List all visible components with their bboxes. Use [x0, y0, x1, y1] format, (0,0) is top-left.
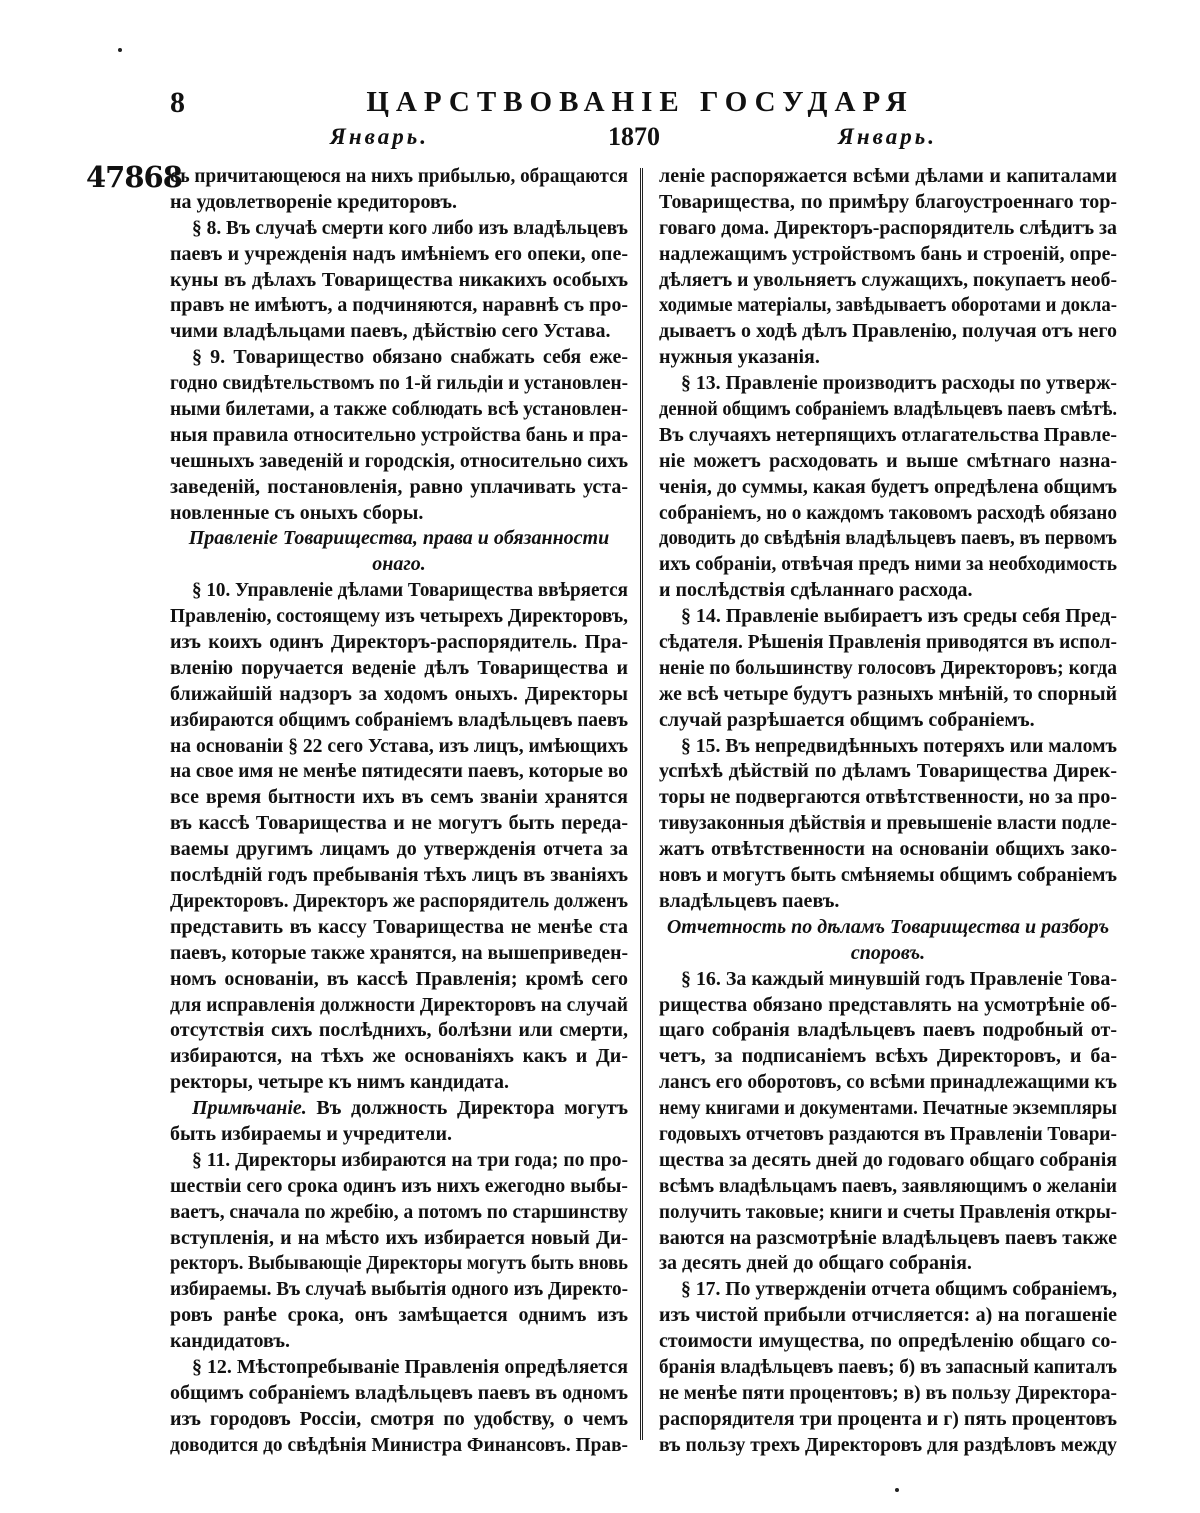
text-line [659, 708, 1117, 734]
line-text: годовыхъ отчетовъ раздаются въ Правленіи Товари- [659, 1122, 1117, 1145]
text-line [659, 1251, 1117, 1277]
line-text: представить въ кассу Товарищества не менѣе ста [170, 915, 628, 938]
text-line [170, 1018, 628, 1044]
line-text: говаго дома. Директоръ-распорядитель слѣдитъ за [659, 216, 1117, 239]
print-speck [118, 48, 122, 52]
line-text: для исправленія должности Директоровъ на случай [170, 993, 628, 1016]
line-text: куны въ дѣлахъ Товарищества никакихъ особыхъ [170, 268, 628, 291]
line-text: вленію поручается веденіе дѣлъ Товарищества и [170, 656, 628, 679]
text-line [170, 630, 628, 656]
line-text: изъ городовъ Россіи, смотря по удобству, о чемъ [170, 1407, 628, 1430]
line-text: правъ не имѣютъ, а подчиняются, наравнѣ съ про- [170, 294, 628, 317]
line-text: Директоровъ. Директоръ же распорядитель долженъ [170, 889, 628, 912]
line-text: общимъ собраніемъ владѣльцевъ паевъ въ одномъ [170, 1381, 628, 1404]
text-line [659, 371, 1117, 397]
text-line [659, 811, 1117, 837]
line-text: § 12. Мѣстопребываніе Правленія опредѣляется [192, 1355, 628, 1378]
text-line [170, 216, 628, 242]
text-line [659, 1096, 1117, 1122]
text-line [659, 1148, 1117, 1174]
text-line [170, 682, 628, 708]
section-heading [659, 941, 1117, 967]
section-heading [170, 526, 628, 552]
text-line [170, 1122, 628, 1148]
section-heading [170, 552, 628, 578]
running-title: ЦАРСТВОВАНІЕ ГОСУДАРЯ [366, 86, 914, 118]
line-text: за десять дней до общаго собранія. [659, 1252, 972, 1275]
text-line [170, 1277, 628, 1303]
text-line [659, 863, 1117, 889]
text-line [659, 268, 1117, 294]
line-text: § 16. За каждый минувшій годъ Правленіе Това- [681, 967, 1117, 990]
line-text: надлежащимъ устройствомъ бань и строеній, опре- [659, 242, 1117, 265]
line-text: нужныя указанія. [659, 346, 820, 369]
text-line [659, 1200, 1117, 1226]
line-text: отсутствія сихъ послѣднихъ, болѣзни или смерти, [170, 1019, 628, 1042]
page-number: 8 [170, 86, 185, 119]
line-text: все время бытности ихъ въ семъ званіи хранятся [170, 786, 628, 809]
line-text: § 13. Правленіе производитъ расходы по утверж- [681, 372, 1117, 395]
line-text: собраніемъ, но о каждомъ таковомъ расходѣ обязано [659, 501, 1117, 524]
line-text: на свое имя не менѣе пятидесяти паевъ, которые во [170, 760, 628, 783]
line-text: дываетъ о ходѣ дѣлъ Правленію, получая отъ него [659, 320, 1117, 343]
line-text: § 10. Управленіе дѣлами Товарищества ввѣряется [192, 579, 628, 602]
text-line [170, 915, 628, 941]
column-divider [640, 168, 643, 1440]
year: 1870 [608, 122, 660, 151]
line-text: четъ, за подписаніемъ всѣхъ Директоровъ, и ба- [659, 1045, 1117, 1068]
text-line [659, 449, 1117, 475]
line-text: чешныхъ заведеній и городскія, относительно сихъ [170, 449, 628, 472]
text-line [659, 630, 1117, 656]
line-text: ными билетами, а также соблюдать всѣ установлен- [170, 398, 628, 421]
line-text: ректоръ. Выбывающіе Директоры могутъ быть вновь [170, 1252, 628, 1275]
text-line [170, 1226, 628, 1252]
line-text: § 15. Въ непредвидѣнныхъ потеряхъ или маломъ [681, 734, 1117, 757]
text-line [170, 190, 628, 216]
line-text: § 11. Директоры избираются на три года; по про- [192, 1148, 628, 1171]
line-text: изъ коихъ одинъ Директоръ-распорядитель. Пра- [170, 631, 628, 654]
line-text: всѣмъ владѣльцамъ паевъ, заявляющимъ о желаніи [659, 1174, 1117, 1197]
text-line [170, 837, 628, 863]
line-text: владѣльцевъ паевъ. [659, 889, 840, 912]
text-line [170, 811, 628, 837]
text-line [659, 190, 1117, 216]
line-text: Отчетность по дѣламъ Товарищества и разборъ [666, 915, 1110, 938]
text-line [659, 1070, 1117, 1096]
line-text: послѣдній годъ пребыванія тѣхъ лицъ въ званіяхъ [170, 864, 628, 887]
text-line [659, 1018, 1117, 1044]
line-text: на основаніи § 22 сего Устава, изъ лицъ, имѣющихъ [170, 734, 628, 757]
text-line [659, 216, 1117, 242]
line-text: успѣхѣ дѣйствій по дѣламъ Товарищества Дирек- [659, 760, 1117, 783]
text-line [170, 319, 628, 345]
text-line [659, 397, 1117, 423]
text-line [170, 1329, 628, 1355]
line-text: годно свидѣтельствомъ по 1-й гильдіи и установлен- [170, 372, 628, 395]
text-line [659, 604, 1117, 630]
text-line [170, 475, 628, 501]
line-text: ченія, до суммы, какая будетъ опредѣлена общимъ [659, 475, 1117, 498]
text-line [659, 889, 1117, 915]
text-line [170, 785, 628, 811]
text-line [659, 1407, 1117, 1433]
line-text: случай разрѣшается общимъ собраніемъ. [659, 708, 1035, 731]
section-heading [659, 915, 1117, 941]
text-line [659, 293, 1117, 319]
text-line [170, 941, 628, 967]
text-line [659, 1303, 1117, 1329]
line-text: ваетъ, сначала по жребію, а потомъ по старшинству [170, 1200, 628, 1223]
line-text: ихъ собраніи, отвѣчая предъ ними за необходимость [659, 553, 1117, 576]
line-text: и послѣдствія сдѣланнаго расхода. [659, 579, 973, 602]
line-text: торы не подвергаются отвѣтственности, но за про- [659, 786, 1117, 809]
text-line [659, 1174, 1117, 1200]
text-line [659, 656, 1117, 682]
text-line [170, 501, 628, 527]
line-text: рищества обязано представлять на усмотрѣніе об- [659, 993, 1117, 1016]
line-text: неніе по большинству голосовъ Директоровъ; когда [659, 656, 1117, 679]
line-text: новъ и могутъ быть смѣняемы общимъ собраніемъ [659, 864, 1117, 887]
line-text: нему книгами и документами. Печатные экземпляры [659, 1097, 1117, 1120]
text-line [659, 1044, 1117, 1070]
text-line [170, 1148, 628, 1174]
line-text: доводить до свѣдѣнія владѣльцевъ паевъ, въ первомъ [659, 527, 1117, 550]
act-number: 47868 [86, 160, 182, 194]
line-text: избираемы. Въ случаѣ выбытія одного изъ Директо- [170, 1278, 628, 1301]
line-text: щества за десять дней до годоваго общаго собранія [659, 1148, 1117, 1171]
line-text: жатъ отвѣтственности на основаніи общихъ зако- [659, 838, 1117, 861]
line-text: съ причитающеюся на нихъ прибылью, обращаются [170, 165, 628, 187]
text-line [170, 759, 628, 785]
line-text: ныя правила относительно устройства бань и пра- [170, 423, 628, 446]
text-line [659, 837, 1117, 863]
text-line [170, 993, 628, 1019]
text-line [659, 501, 1117, 527]
text-line [170, 397, 628, 423]
text-line [659, 682, 1117, 708]
text-line [659, 552, 1117, 578]
text-line [659, 242, 1117, 268]
text-line [659, 734, 1117, 760]
line-text: дѣляетъ и увольняетъ служащихъ, покупаетъ необ- [659, 268, 1117, 291]
text-line [170, 1174, 628, 1200]
text-line [659, 1381, 1117, 1407]
text-line [659, 319, 1117, 345]
line-text: леніе распоряжается всѣми дѣлами и капиталами [659, 165, 1117, 187]
note-text: Въ должность Директора могутъ [316, 1097, 628, 1120]
line-text: денной общимъ собраніемъ владѣльцевъ паевъ смѣтѣ. [659, 398, 1117, 421]
text-line [170, 371, 628, 397]
line-text: ваемы другимъ лицамъ до утвержденія отчета за [170, 838, 628, 861]
line-text: вступленія, и на мѣсто ихъ избирается новый Ди- [170, 1226, 628, 1249]
line-text: § 17. По утвержденіи отчета общимъ собраніемъ, [681, 1278, 1117, 1301]
line-text: щаго собранія владѣльцевъ паевъ подробный от- [659, 1019, 1117, 1042]
text-line [170, 268, 628, 294]
line-text: заведеній, постановленія, равно уплачивать уста- [170, 475, 628, 498]
line-text: бранія владѣльцевъ паевъ; б) въ запасный капиталъ [659, 1355, 1117, 1378]
text-line [659, 1355, 1117, 1381]
text-line [170, 889, 628, 915]
text-line [170, 1251, 628, 1277]
line-text: сѣдателя. Рѣшенія Правленія приводятся въ испол- [659, 631, 1117, 654]
text-line [170, 1381, 628, 1407]
line-text: не менѣе пяти процентовъ; в) въ пользу Директора- [659, 1381, 1117, 1404]
line-text: новленные съ оныхъ сборы. [170, 501, 424, 524]
line-text: споровъ. [850, 941, 926, 964]
text-line [170, 1070, 628, 1096]
text-line [659, 993, 1117, 1019]
text-line [170, 1044, 628, 1070]
text-line [170, 423, 628, 449]
line-text: шествіи сего срока одинъ изъ нихъ ежегодно выбы- [170, 1174, 628, 1197]
line-text: § 14. Правленіе выбираетъ изъ среды себя Пред- [681, 605, 1117, 628]
text-line [659, 1329, 1117, 1355]
text-line [170, 863, 628, 889]
text-line [170, 967, 628, 993]
text-line [659, 1277, 1117, 1303]
text-line [170, 1355, 628, 1381]
left-column [170, 164, 628, 1459]
line-text: быть избираемы и учредители. [170, 1122, 452, 1145]
line-text: Правленію, состоящему изъ четырехъ Директоровъ, [170, 605, 628, 628]
text-line [170, 345, 628, 371]
text-line [659, 526, 1117, 552]
line-text: Товарищества, по примѣру благоустроеннаго тор- [659, 190, 1117, 213]
text-line [659, 785, 1117, 811]
text-line [170, 1200, 628, 1226]
line-text: распорядителя три процента и г) пять процентовъ [659, 1407, 1117, 1430]
line-text: паевъ, которые также хранятся, на вышеприведен- [170, 941, 628, 964]
line-text: чими владѣльцами паевъ, дѣйствію сего Устава. [170, 320, 611, 343]
text-line [659, 759, 1117, 785]
text-line [659, 164, 1117, 190]
line-text: Правленіе Товарищества, права и обязанности [188, 527, 610, 550]
line-text: ровъ ранѣе срока, онъ замѣщается однимъ изъ [170, 1304, 628, 1327]
text-line [170, 293, 628, 319]
text-line [170, 708, 628, 734]
line-text [192, 1096, 628, 1122]
month-left: Январь. [330, 124, 429, 149]
text-line [170, 242, 628, 268]
text-line [170, 1407, 628, 1433]
line-text: на удовлетвореніе кредиторовъ. [170, 190, 458, 213]
line-text: тивузаконныя дѣйствія и превышеніе власти подле- [659, 812, 1117, 835]
text-line [659, 423, 1117, 449]
line-text: § 9. Товарищество обязано снабжать себя еже- [192, 346, 628, 369]
line-text: номъ основаніи, въ кассѣ Правленія; кромѣ сего [170, 967, 628, 990]
note-label: Примѣчаніе. [192, 1097, 307, 1120]
line-text: ректоры, четыре къ нимъ кандидата. [170, 1071, 509, 1094]
line-text: кандидатовъ. [170, 1330, 291, 1353]
text-line [170, 578, 628, 604]
line-text: ніе можетъ расходовать и выше смѣтнаго назна- [659, 449, 1117, 472]
text-line [170, 656, 628, 682]
line-text: получить таковые; книги и счеты Правленія откры- [659, 1200, 1117, 1223]
print-speck [895, 1488, 899, 1492]
text-line [170, 1303, 628, 1329]
right-column [659, 164, 1117, 1459]
text-line [170, 449, 628, 475]
line-text: избираются общимъ собраніемъ владѣльцевъ паевъ [170, 708, 628, 731]
text-line [659, 475, 1117, 501]
line-text: изъ чистой прибыли отчисляется: а) на погашеніе [659, 1304, 1117, 1327]
text-line [659, 967, 1117, 993]
line-text: Въ случаяхъ нетерпящихъ отлагательства Правле- [659, 423, 1117, 446]
line-text: ваются на разсмотрѣніе владѣльцевъ паевъ также [659, 1226, 1117, 1249]
line-text: онаго. [372, 553, 426, 576]
text-line [659, 1122, 1117, 1148]
line-text: ходимые матеріалы, завѣдываетъ оборотами и докла- [659, 294, 1117, 317]
text-line [170, 734, 628, 760]
text-line [659, 345, 1117, 371]
line-text: паевъ и учрежденія надъ имѣніемъ его опеки, опе- [170, 242, 628, 265]
line-text: въ пользу трехъ Директоровъ для раздѣловъ между [659, 1433, 1117, 1456]
line-text: въ кассѣ Товарищества и не могутъ быть переда- [170, 812, 628, 835]
text-line [170, 1433, 628, 1459]
text-line [170, 1096, 628, 1122]
text-line [659, 1433, 1117, 1459]
month-right: Январь. [838, 124, 937, 149]
line-text: стоимости имущества, по опредѣленію общаго со- [659, 1330, 1117, 1353]
text-line [659, 578, 1117, 604]
text-line [170, 604, 628, 630]
text-line [659, 1226, 1117, 1252]
line-text: избираются, на тѣхъ же основаніяхъ какъ и Ди- [170, 1045, 628, 1068]
line-text: доводится до свѣдѣнія Министра Финансовъ. Прав- [170, 1433, 628, 1456]
line-text: § 8. Въ случаѣ смерти кого либо изъ владѣльцевъ [192, 216, 628, 239]
text-line [170, 164, 628, 190]
line-text: лансъ его оборотовъ, со всѣми принадлежащими къ [659, 1071, 1117, 1094]
line-text: ближайшій надзоръ за ходомъ оныхъ. Директоры [170, 682, 628, 705]
line-text: же всѣ четыре будутъ разныхъ мнѣній, то спорный [659, 682, 1117, 705]
